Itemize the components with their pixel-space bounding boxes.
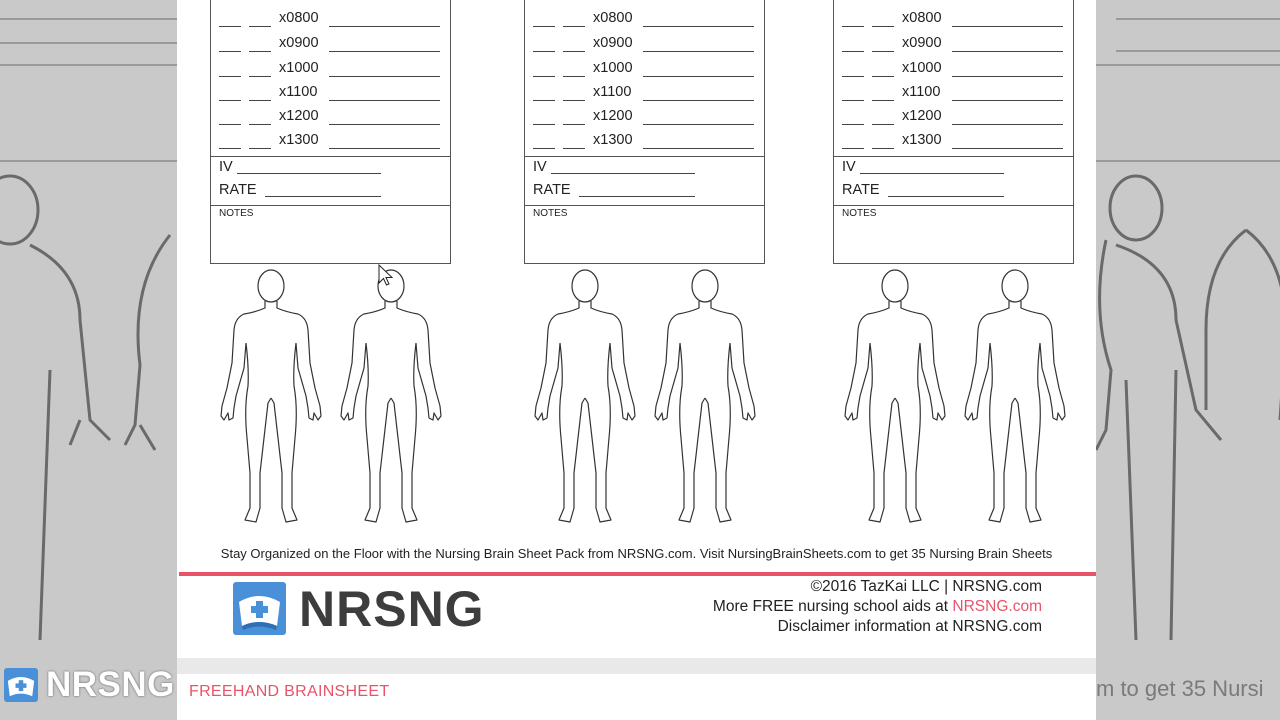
time-row: x1100 xyxy=(533,84,754,104)
iv-label: IV xyxy=(219,159,233,175)
notes-label: NOTES xyxy=(219,208,254,219)
body-figure-front xyxy=(216,268,326,530)
nrsng-link[interactable]: NRSNG.com xyxy=(952,598,1042,615)
next-page xyxy=(177,674,1096,720)
rate-line xyxy=(579,196,695,197)
disclaimer-text: Disclaimer information at NRSNG.com xyxy=(777,618,1042,635)
notes-label: NOTES xyxy=(842,208,877,219)
rate-line xyxy=(265,196,381,197)
iv-line xyxy=(237,173,381,174)
nrsng-watermark xyxy=(0,664,175,708)
time-row: x0900 xyxy=(842,35,1063,55)
rate-line xyxy=(888,196,1004,197)
bg-line xyxy=(0,18,180,20)
bg-line xyxy=(1096,160,1280,162)
body-figure-back xyxy=(960,268,1070,530)
divider xyxy=(525,205,764,206)
body-figure-front xyxy=(840,268,950,530)
logo-wordmark: NRSNG xyxy=(299,581,485,637)
nrsng-logo xyxy=(233,582,493,638)
bg-line xyxy=(1096,64,1280,66)
divider xyxy=(834,205,1073,206)
iv-line xyxy=(860,173,1004,174)
time-row: x0800 xyxy=(533,10,754,30)
time-row: x1100 xyxy=(219,84,440,104)
time-row: x1200 xyxy=(219,108,440,128)
nurse-cap-icon xyxy=(233,582,286,635)
divider xyxy=(211,156,450,157)
time-row: x1100 xyxy=(842,84,1063,104)
time-row: x1000 xyxy=(533,60,754,80)
divider xyxy=(834,156,1073,157)
rate-label: RATE xyxy=(533,182,571,198)
iv-line xyxy=(551,173,695,174)
rate-label: RATE xyxy=(842,182,880,198)
brain-sheet-page xyxy=(177,0,1096,658)
aids-text: More FREE nursing school aids at NRSNG.com xyxy=(712,598,1042,615)
watermark-wordmark: NRSNG xyxy=(46,665,175,704)
rate-label: RATE xyxy=(219,182,257,198)
time-row: x0800 xyxy=(842,10,1063,30)
bg-line xyxy=(0,42,180,44)
blurred-text: m to get 35 Nursi xyxy=(1096,676,1264,701)
notes-label: NOTES xyxy=(533,208,568,219)
time-row: x1000 xyxy=(219,60,440,80)
tagline: Stay Organized on the Floor with the Nursing Brain Sheet Pack from NRSNG.com. Visit NursingBrainSheets.com to get 35 Nursing Brain Sheets xyxy=(220,546,1053,561)
divider xyxy=(525,156,764,157)
iv-label: IV xyxy=(842,159,856,175)
time-row: x0900 xyxy=(219,35,440,55)
body-figure-front xyxy=(530,268,640,530)
bg-body-figure xyxy=(1096,170,1280,720)
divider xyxy=(211,205,450,206)
bg-line xyxy=(0,64,180,66)
mouse-cursor-icon xyxy=(378,264,394,288)
body-figure-back xyxy=(336,268,446,530)
bg-body-figure xyxy=(120,175,180,655)
time-row: x1300 xyxy=(842,132,1063,152)
time-row: x1000 xyxy=(842,60,1063,80)
background-left xyxy=(0,0,180,720)
copyright-text: ©2016 TazKai LLC | NRSNG.com xyxy=(810,578,1042,595)
time-row: x1300 xyxy=(533,132,754,152)
accent-divider xyxy=(179,572,1096,576)
time-row: x1200 xyxy=(842,108,1063,128)
body-figure-back xyxy=(650,268,760,530)
time-row: x1300 xyxy=(219,132,440,152)
patient-box-2 xyxy=(524,0,765,264)
nurse-cap-icon xyxy=(4,668,38,702)
bg-line xyxy=(1116,18,1280,20)
iv-label: IV xyxy=(533,159,547,175)
next-page-title: FREEHAND BRAINSHEET xyxy=(189,683,390,700)
page-gap xyxy=(177,658,1096,674)
patient-box-1 xyxy=(210,0,451,264)
background-right xyxy=(1096,0,1280,720)
bg-line xyxy=(1116,50,1280,52)
copyright-block xyxy=(713,577,1042,637)
patient-box-3 xyxy=(833,0,1074,264)
bg-line xyxy=(0,160,180,162)
time-row: x0900 xyxy=(533,35,754,55)
time-row: x0800 xyxy=(219,10,440,30)
time-row: x1200 xyxy=(533,108,754,128)
